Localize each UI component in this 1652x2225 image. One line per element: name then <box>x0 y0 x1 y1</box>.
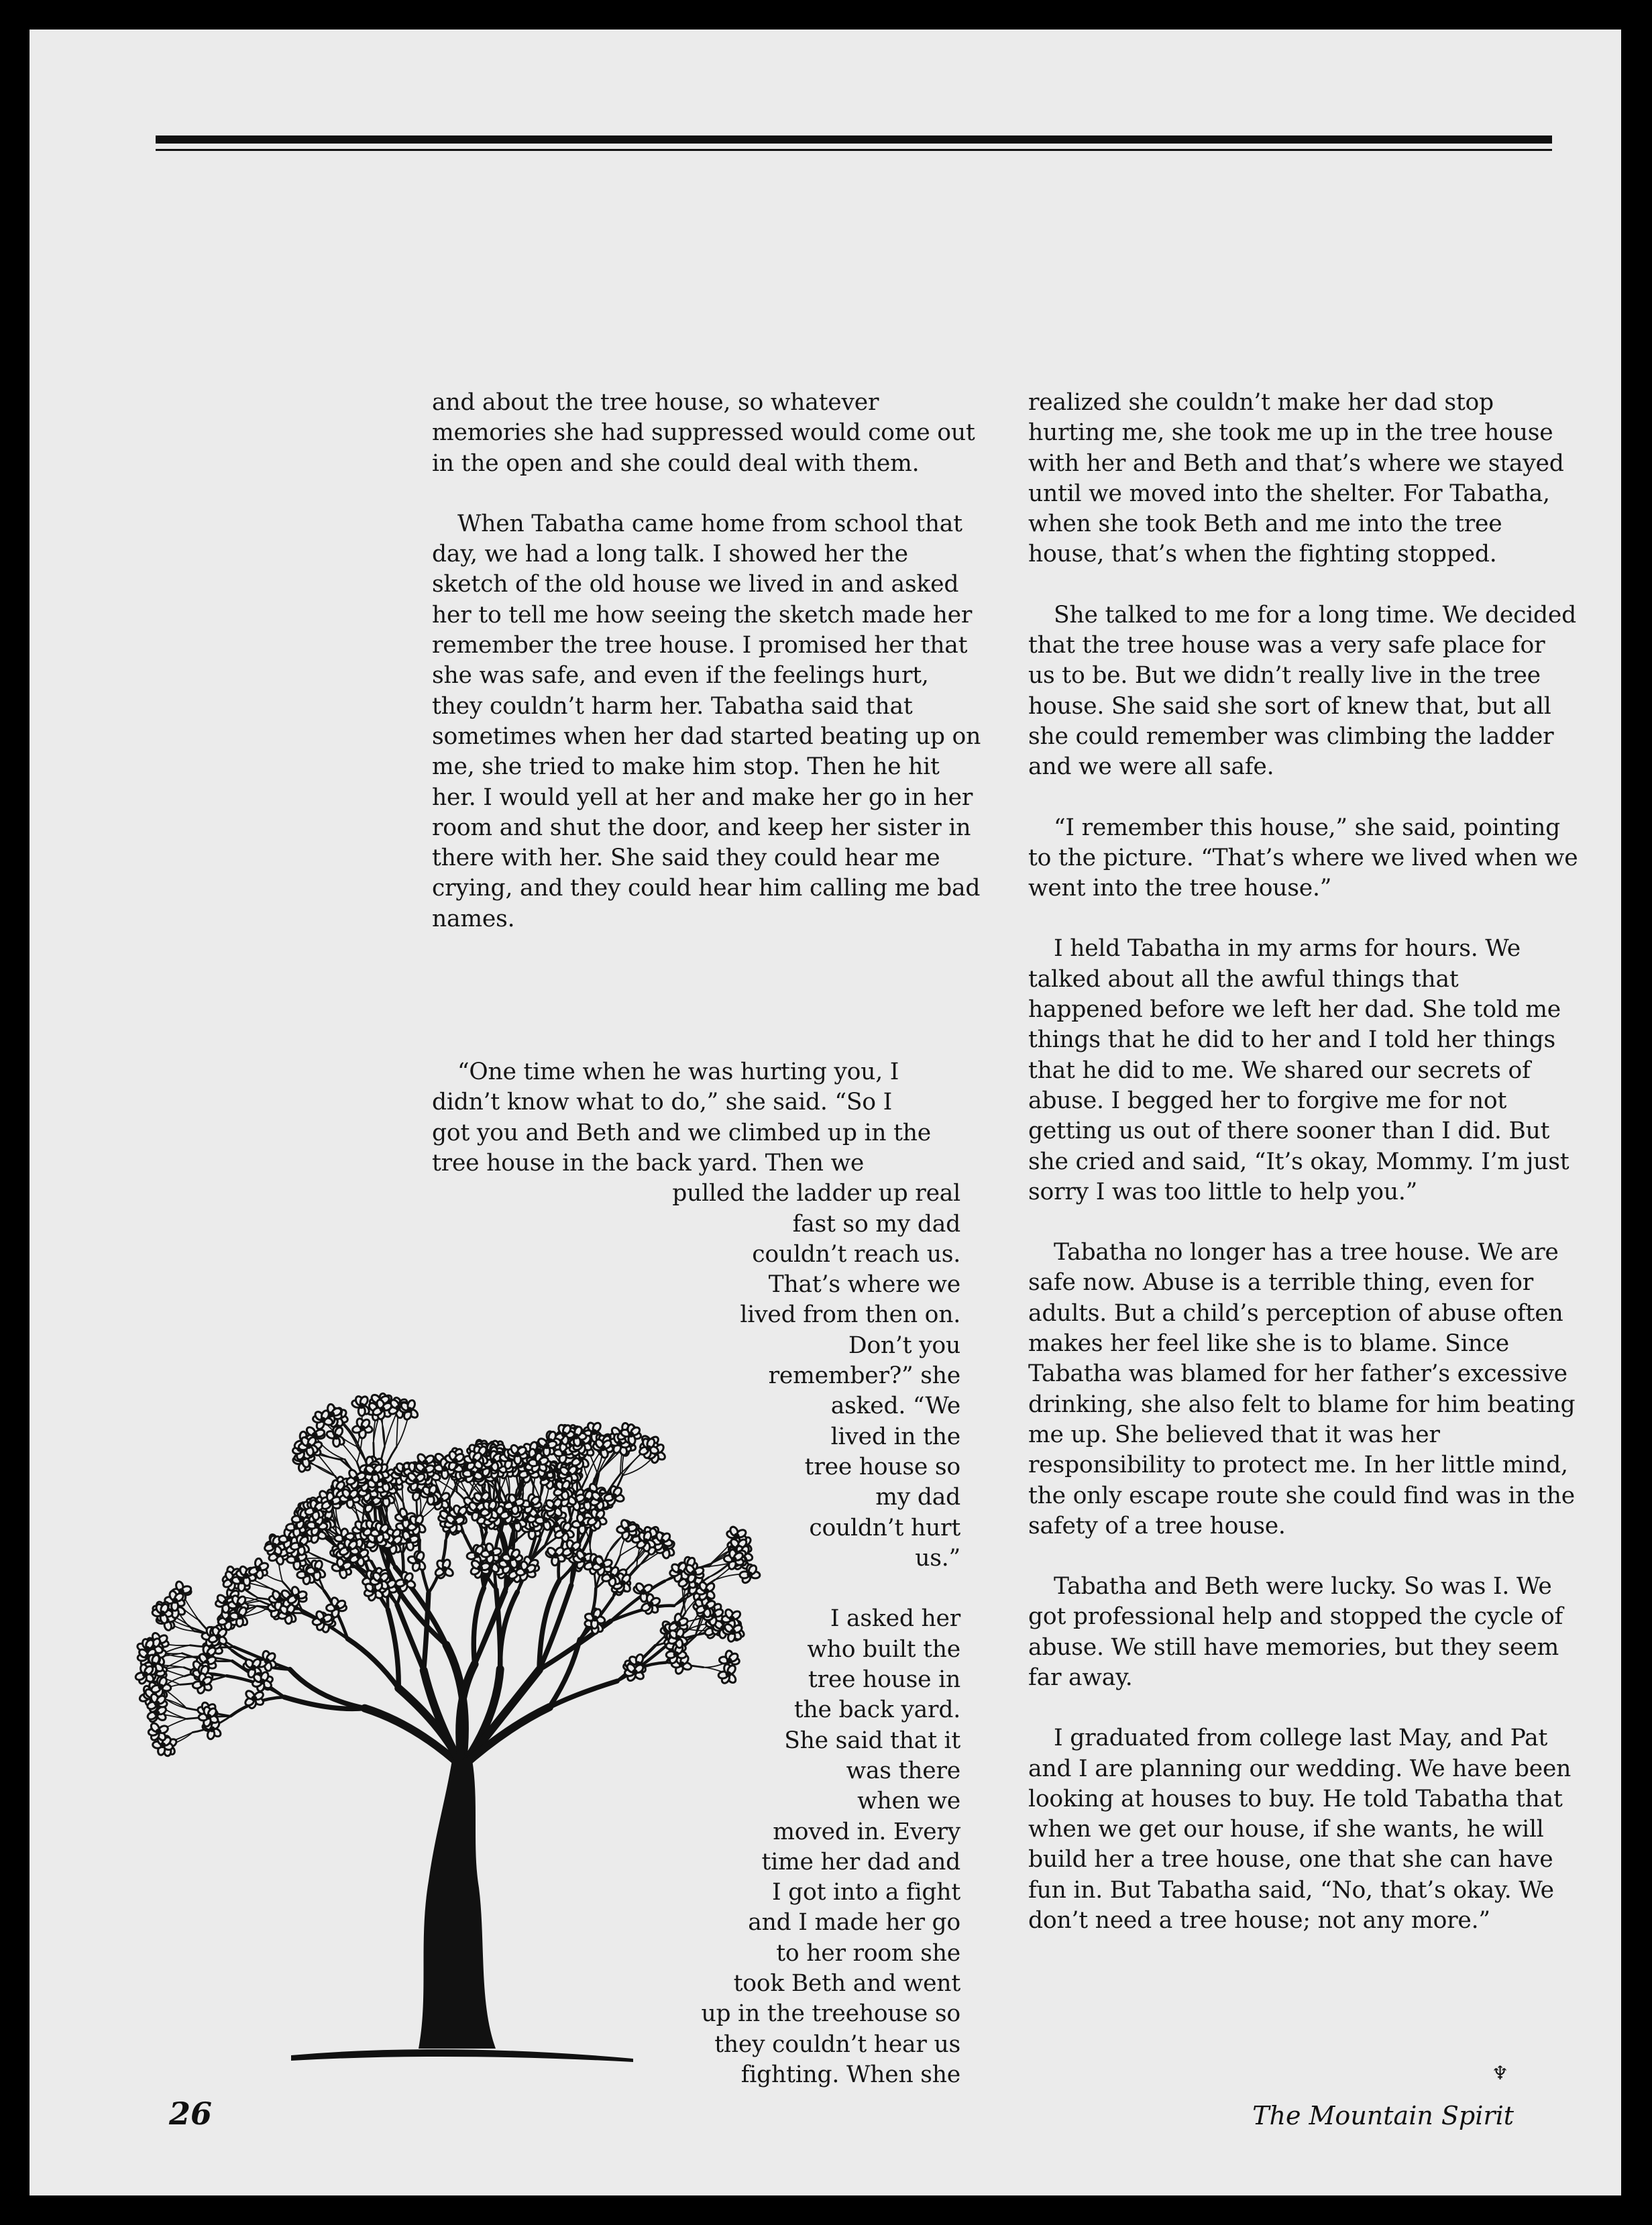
text-line: my dad <box>875 1484 960 1511</box>
blossom-icon <box>407 1551 427 1572</box>
text-line: was there <box>846 1757 960 1784</box>
magazine-page <box>30 30 1621 2195</box>
blossom-icon <box>148 1722 169 1742</box>
tree-illustration <box>43 1156 787 2082</box>
text-line: pulled the ladder up real <box>672 1180 960 1207</box>
paragraph: “I remember this house,” she said, pointing to the picture. “That’s where we lived when we went into the tree house.” <box>1028 814 1578 902</box>
text-line: tree house in <box>808 1666 960 1693</box>
header-rule-thin <box>156 149 1552 151</box>
blossom-icon <box>351 1395 370 1416</box>
left-column <box>432 388 982 965</box>
right-column <box>1028 388 1578 1966</box>
text-line: got you and Beth and we climbed up in the <box>432 1119 931 1146</box>
text-line: asked. “We <box>830 1393 960 1420</box>
text-line: couldn’t hurt <box>809 1514 960 1541</box>
text-line: lived from then on. <box>740 1301 960 1329</box>
paragraph: and about the tree house, so whatever memories she had suppressed would come out in the open and she could deal with them. <box>432 389 975 477</box>
text-line: the back yard. <box>793 1696 960 1724</box>
text-line: took Beth and went <box>733 1970 960 1997</box>
blossom-icon <box>696 1581 716 1602</box>
text-line: up in the treehouse so <box>701 2000 960 2028</box>
text-line: tree house in the back yard. Then we <box>432 1149 865 1177</box>
blossom-icon <box>718 1664 737 1684</box>
blossom-icon <box>244 1689 265 1709</box>
text-line: didn’t know what to do,” she said. “So I <box>432 1089 893 1116</box>
text-line: Don’t you <box>848 1332 960 1359</box>
text-line: “One time when he was hurting you, I <box>457 1059 899 1085</box>
paragraph: Tabatha and Beth were lucky. So was I. We got professional help and stopped the cycle of abuse. We still have memories, but they seem far away. <box>1028 1573 1563 1691</box>
text-line: us.” <box>915 1544 960 1572</box>
end-of-article-icon: ♆ <box>1492 2062 1509 2084</box>
page-number: 26 <box>169 2096 213 2132</box>
tree-trunk <box>419 1760 496 2049</box>
text-line: fighting. When she <box>740 2061 960 2088</box>
text-line: lived in the <box>830 1423 960 1450</box>
text-line: fast so my dad <box>792 1210 960 1238</box>
text-line: couldn’t reach us. <box>752 1240 960 1268</box>
paragraph: I graduated from college last May, and Pat and I are planning our wedding. We have been looking at houses to buy. He told Tabatha that when we get our house, if she wants, he will build her a tree house, one that she can have fun in. But Tabatha said, “No, that’s okay. We don’t need a tree house; not any more.” <box>1028 1725 1572 1935</box>
text-line: remember?” she <box>768 1362 960 1389</box>
blossom-icon <box>352 1417 373 1438</box>
blossom-icon <box>545 1546 567 1566</box>
text-line: and I made her go <box>748 1909 960 1937</box>
paragraph: When Tabatha came home from school that day, we had a long talk. I showed her the sketch of the old house we lived in and asked her to tell me how seeing the sketch made her remember the tree house. I promised her that she was safe, and even if the feelings hurt, they couldn’t harm her. Tabatha said that sometimes when her dad started beating up on me, she tried to make him stop. Then he hit her. I would yell at her and make her go in her room and shut the door, and keep her sister in there with her. She said they could hear me crying, and they could hear him calling me bad names. <box>432 510 981 932</box>
text-line: time her dad and <box>761 1848 960 1876</box>
blossom-icon <box>326 1426 346 1447</box>
publication-title: The Mountain Spirit <box>1252 2101 1514 2130</box>
text-line: they couldn’t hear us <box>714 2030 960 2058</box>
blossom-icon <box>592 1438 613 1459</box>
text-line: I got into a fight <box>771 1879 960 1906</box>
blossom-icon <box>252 1671 272 1692</box>
paragraph: realized she couldn’t make her dad stop hurting me, she took me up in the tree house with her and Beth and that’s where we stayed until we moved into the shelter. For Tabatha, when she took Beth and me into the tree house, that’s when the fighting stopped. <box>1028 389 1564 568</box>
text-line: moved in. Every <box>773 1818 960 1845</box>
blossom-icon <box>604 1486 625 1507</box>
blossom-icon <box>434 1558 454 1579</box>
text-line: She said that it <box>784 1727 960 1754</box>
paragraph: I held Tabatha in my arms for hours. We talked about all the awful things that happened before we left her dad. She told me things that he did to her and I told her things that he did to me. We shared our secrets of abuse. I begged her to forgive me for not getting us out of there sooner than I did. But she cried and said, “It’s okay, Mommy. I’m just sorry I was too little to help you.” <box>1028 935 1570 1205</box>
paragraph: She talked to me for a long time. We decided that the tree house was a very safe place for us to be. But we didn’t really live in the tree house. She said she sort of knew that, but all she could remember was climbing the ladder and we were all safe. <box>1028 601 1577 781</box>
text-line: when we <box>857 1788 960 1815</box>
text-line: to her room she <box>776 1939 960 1967</box>
text-line: tree house so <box>804 1453 960 1480</box>
text-line: who built the <box>807 1635 960 1663</box>
paragraph: Tabatha no longer has a tree house. We are safe now. Abuse is a terrible thing, even for adults. But a child’s perception of abuse often makes her feel like she is to blame. Since Tabatha was blamed for her father’s excessive drinking, she also felt to blame for him beating me up. She believed that it was her responsibility to protect me. In her little mind, the only escape route she could find was in the safety of a tree house. <box>1028 1239 1576 1539</box>
header-rule-thick <box>156 135 1552 144</box>
text-line: That’s where we <box>768 1271 960 1299</box>
text-line: I asked her <box>830 1605 960 1633</box>
